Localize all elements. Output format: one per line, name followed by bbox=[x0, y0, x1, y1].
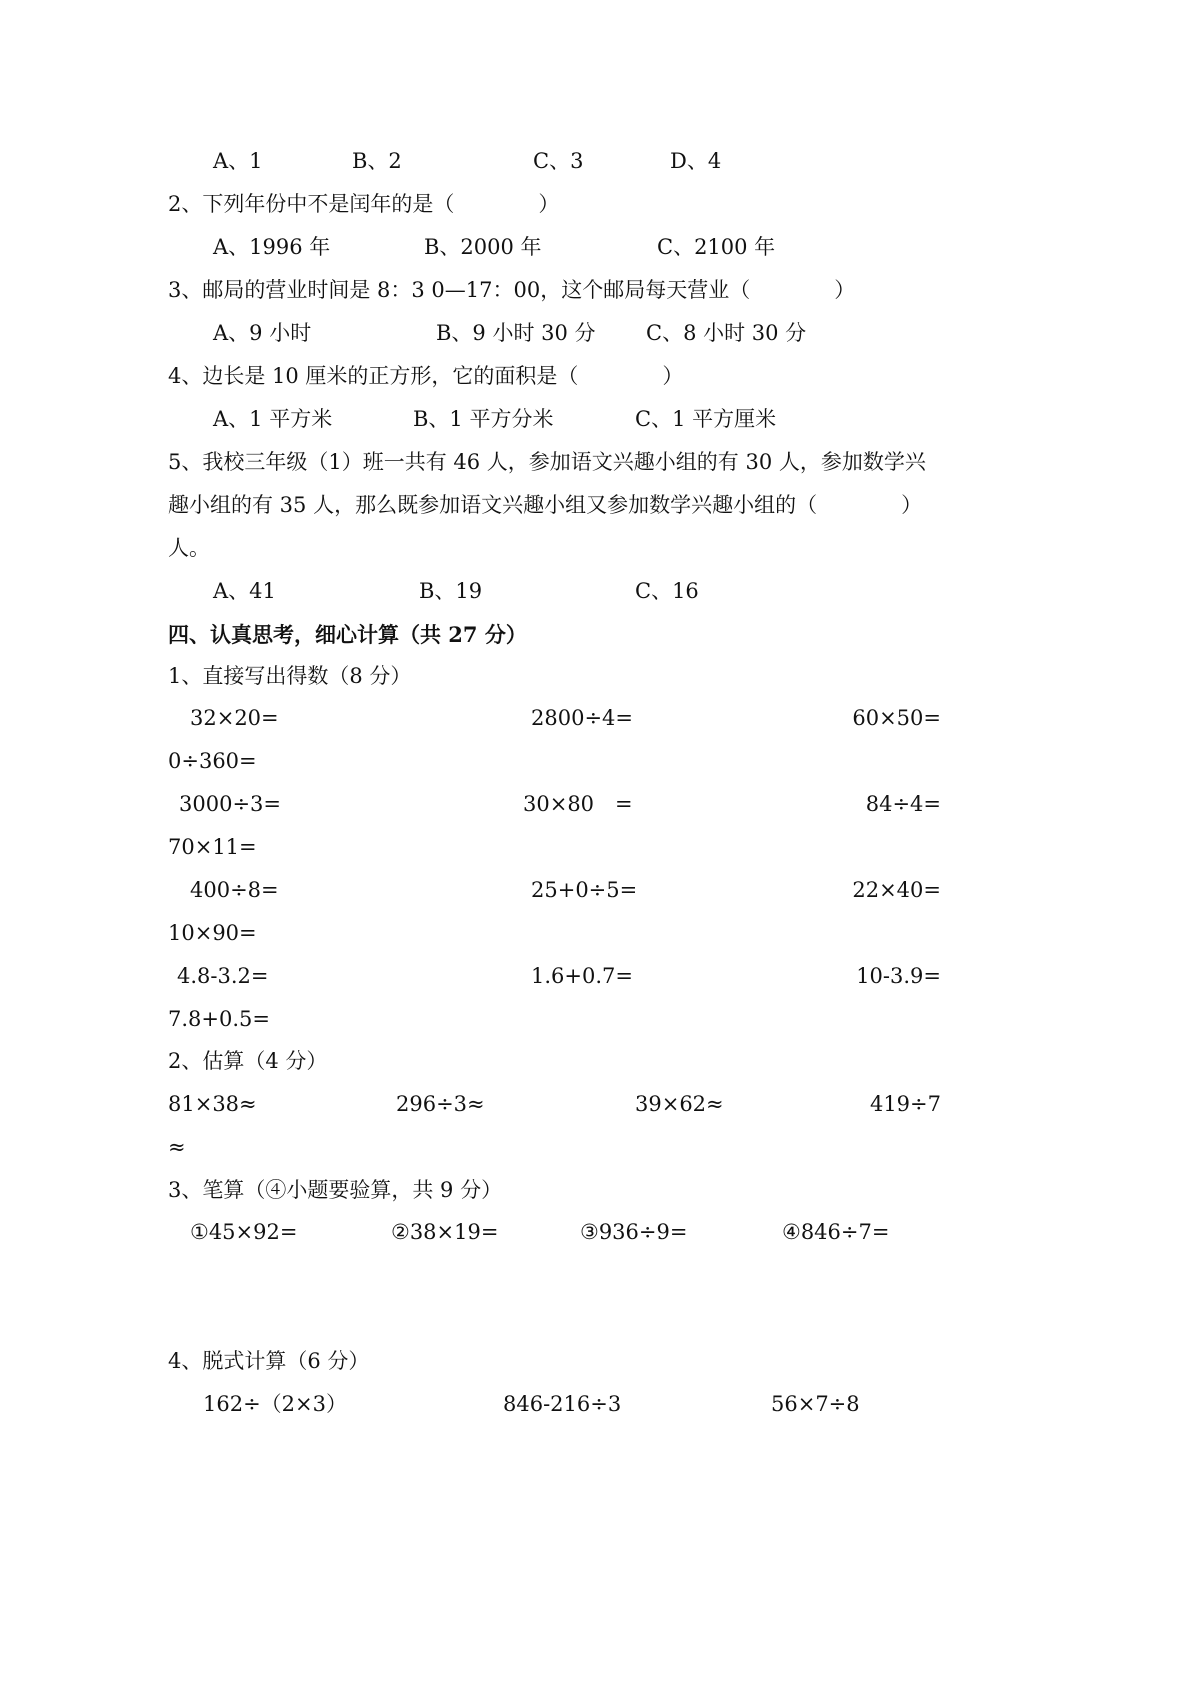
estimate-item: 81×38≈ bbox=[168, 1092, 257, 1116]
calc-item: 10-3.9= bbox=[856, 964, 941, 988]
calc-item: 30×80 = bbox=[523, 792, 633, 816]
calc-item: 32×20= bbox=[190, 706, 279, 730]
q3-option-c: C、8 小时 30 分 bbox=[646, 321, 807, 345]
calc-item: 0÷360= bbox=[168, 749, 257, 773]
q5-question-line-3: 人。 bbox=[168, 536, 210, 560]
calc-item: 400÷8= bbox=[190, 878, 279, 902]
calc-item: 25+0÷5= bbox=[531, 878, 638, 902]
estimate-item: ≈ bbox=[168, 1135, 186, 1159]
step-calc-item: 56×7÷8 bbox=[771, 1392, 860, 1416]
calc-item: 60×50= bbox=[852, 706, 941, 730]
q1-option-c: C、3 bbox=[533, 149, 584, 173]
q5-option-a: A、41 bbox=[213, 579, 276, 603]
part-3-heading: 3、笔算（④小题要验算，共 9 分） bbox=[168, 1178, 503, 1202]
section-4-heading: 四、认真思考，细心计算（共 27 分） bbox=[168, 622, 527, 647]
q3-question: 3、邮局的营业时间是 8：3 0—17：00，这个邮局每天营业（ ） bbox=[168, 278, 856, 302]
calc-item: 84÷4= bbox=[865, 792, 941, 816]
q5-question-line-2: 趣小组的有 35 人，那么既参加语文兴趣小组又参加数学兴趣小组的（ ） bbox=[168, 493, 923, 517]
q5-option-c: C、16 bbox=[635, 579, 699, 603]
calc-item: 7.8+0.5= bbox=[168, 1007, 270, 1031]
q2-option-a: A、1996 年 bbox=[213, 235, 331, 259]
estimate-item: 419÷7 bbox=[869, 1092, 941, 1116]
written-calc-item: ④846÷7= bbox=[782, 1220, 890, 1244]
q5-question-line-1: 5、我校三年级（1）班一共有 46 人，参加语文兴趣小组的有 30 人，参加数学兴 bbox=[168, 450, 926, 474]
calc-item: 1.6+0.7= bbox=[531, 964, 633, 988]
part-1-heading: 1、直接写出得数（8 分） bbox=[168, 664, 412, 688]
written-calc-item: ③936÷9= bbox=[580, 1220, 688, 1244]
part-4-heading: 4、脱式计算（6 分） bbox=[168, 1349, 370, 1373]
q4-question: 4、边长是 10 厘米的正方形，它的面积是（ ） bbox=[168, 364, 684, 388]
calc-item: 3000÷3= bbox=[179, 792, 281, 816]
calc-item: 4.8-3.2= bbox=[177, 964, 269, 988]
step-calc-item: 162÷（2×3） bbox=[203, 1392, 347, 1416]
written-calc-item: ②38×19= bbox=[391, 1220, 499, 1244]
calc-item: 2800÷4= bbox=[531, 706, 633, 730]
q3-option-b: B、9 小时 30 分 bbox=[436, 321, 596, 345]
q4-option-a: A、1 平方米 bbox=[213, 407, 333, 431]
q1-option-a: A、1 bbox=[213, 149, 263, 173]
q4-option-b: B、1 平方分米 bbox=[413, 407, 554, 431]
estimate-item: 296÷3≈ bbox=[396, 1092, 485, 1116]
calc-item: 10×90= bbox=[168, 921, 257, 945]
calc-item: 70×11= bbox=[168, 835, 257, 859]
part-2-heading: 2、估算（4 分） bbox=[168, 1049, 328, 1073]
q5-option-b: B、19 bbox=[419, 579, 483, 603]
q2-option-c: C、2100 年 bbox=[657, 235, 776, 259]
q4-option-c: C、1 平方厘米 bbox=[635, 407, 777, 431]
q2-question: 2、下列年份中不是闰年的是（ ） bbox=[168, 192, 560, 216]
calc-item: 22×40= bbox=[852, 878, 941, 902]
q3-option-a: A、9 小时 bbox=[213, 321, 312, 345]
written-calc-item: ①45×92= bbox=[190, 1220, 298, 1244]
q1-option-b: B、2 bbox=[352, 149, 402, 173]
q2-option-b: B、2000 年 bbox=[424, 235, 542, 259]
q1-option-d: D、4 bbox=[670, 149, 722, 173]
step-calc-item: 846-216÷3 bbox=[503, 1392, 622, 1416]
estimate-item: 39×62≈ bbox=[635, 1092, 724, 1116]
